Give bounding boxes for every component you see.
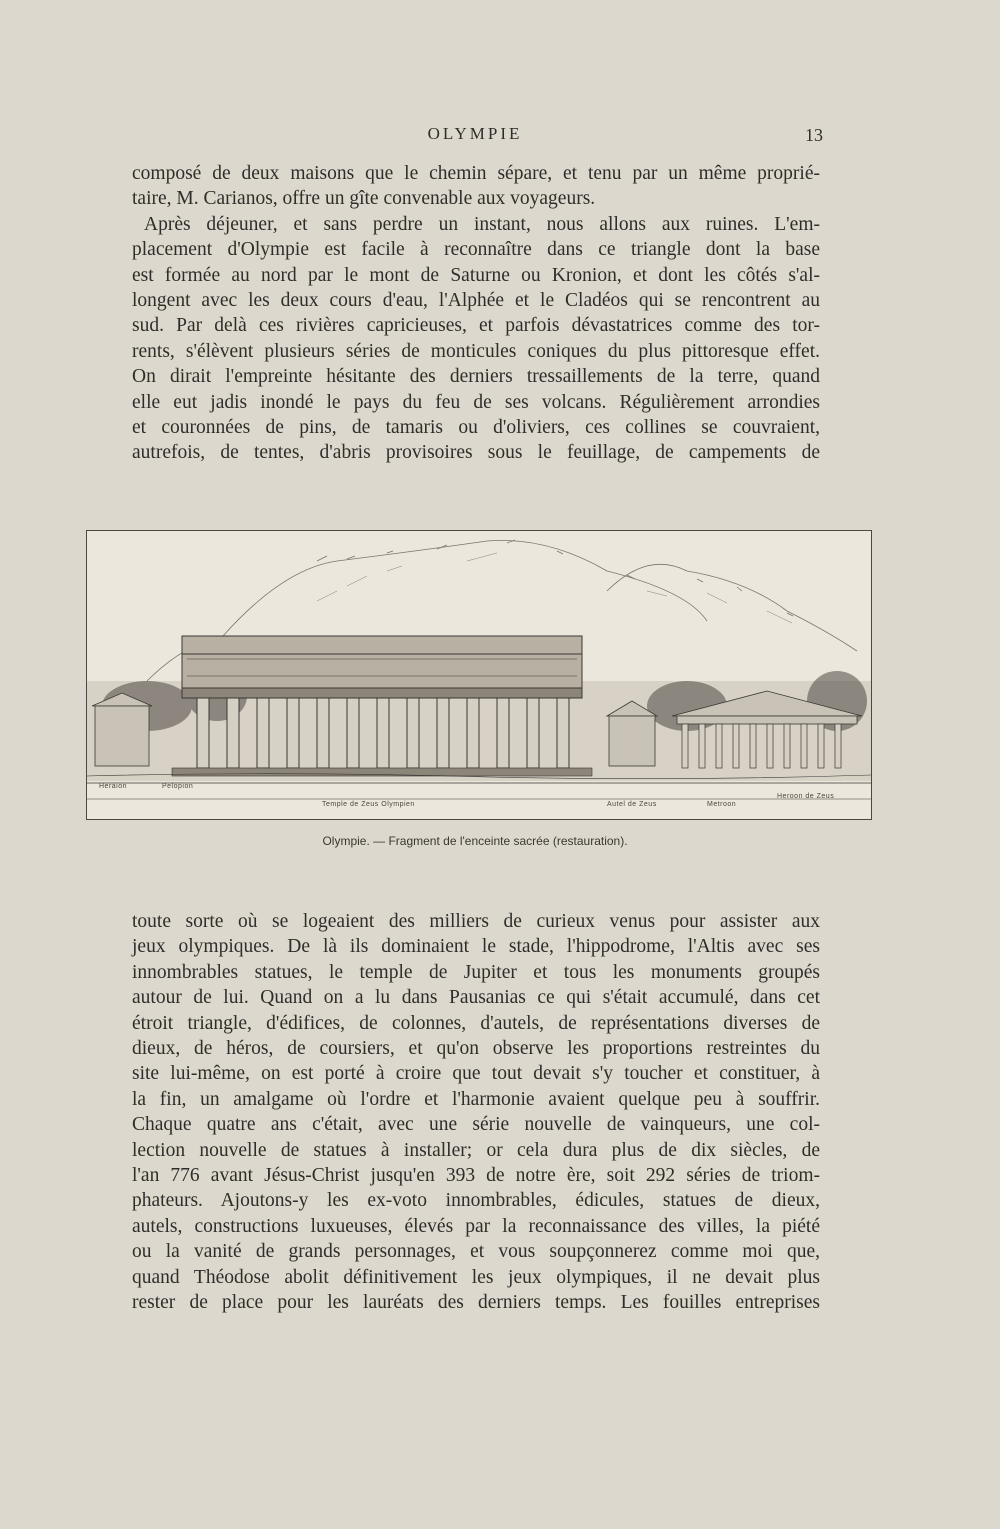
text-line: autour de lui. Quand on a lu dans Pausanias ce qui s'était accumulé, dans cet bbox=[132, 987, 820, 1009]
text-line: innombrables statues, le temple de Jupiter et tous les monuments groupés bbox=[132, 961, 820, 983]
text-line: placement d'Olympie est facile à reconnaître dans ce triangle dont la base bbox=[132, 239, 820, 261]
text-line: rents, s'élèvent plusieurs séries de monticules coniques du plus pittoresque effet. bbox=[132, 340, 820, 362]
text-line: rester de place pour les lauréats des derniers temps. Les fouilles entreprises bbox=[132, 1292, 820, 1314]
figure-label: Heraion bbox=[99, 783, 128, 790]
text-line: autrefois, de tentes, d'abris provisoires sous le feuillage, de campements de bbox=[132, 442, 820, 464]
figure-label: Autel de Zeus bbox=[607, 801, 657, 808]
text-line: jeux olympiques. De là ils dominaient le stade, l'hippodrome, l'Altis avec ses bbox=[132, 936, 820, 958]
text-line: lection nouvelle de statues à installer; or cela dura plus de dix siècles, de bbox=[132, 1139, 820, 1161]
running-head bbox=[130, 124, 823, 148]
running-title: OLYMPIE bbox=[427, 124, 523, 143]
text-line: la fin, un amalgame où l'ordre et l'harmonie avaient quelque peu à souffrir. bbox=[132, 1088, 820, 1110]
page-number: 13 bbox=[805, 125, 823, 145]
temple-engraving bbox=[87, 531, 871, 819]
text-line: sud. Par delà ces rivières capricieuses, et parfois dévastatrices comme des tor- bbox=[132, 315, 820, 337]
text-line: Après déjeuner, et sans perdre un instant, nous allons aux ruines. L'em- bbox=[144, 213, 820, 235]
text-block-top bbox=[132, 161, 820, 466]
figure-label: Metroon bbox=[707, 801, 737, 808]
text-line: quand Théodose abolit définitivement les jeux olympiques, il ne devait plus bbox=[132, 1266, 820, 1288]
engraving-illustration bbox=[86, 530, 872, 820]
figure-caption: Olympie. — Fragment de l'enceinte sacrée (restauration). bbox=[322, 834, 628, 848]
text-line: ou la vanité de grands personnages, et vous soupçonnerez comme moi que, bbox=[132, 1241, 820, 1263]
text-line: étroit triangle, d'édifices, de colonnes, d'autels, de représentations diverses de bbox=[132, 1012, 820, 1034]
text-line: Chaque quatre ans c'était, avec une série nouvelle de vainqueurs, une col- bbox=[132, 1114, 820, 1136]
text-line: autels, constructions luxueuses, élevés par la reconnaissance des villes, la piété bbox=[132, 1215, 820, 1237]
text-line: composé de deux maisons que le chemin sépare, et tenu par un même proprié- bbox=[132, 163, 820, 184]
text-line: longent avec les deux cours d'eau, l'Alphée et le Cladéos qui se rencontrent au bbox=[132, 290, 820, 312]
text-line: toute sorte où se logeaient des milliers de curieux venus pour assister aux bbox=[132, 911, 820, 932]
text-line: On dirait l'empreinte hésitante des derniers tressaillements de la terre, quand bbox=[132, 366, 820, 388]
text-line: dieux, de héros, de coursiers, et qu'on observe les proportions restreintes du bbox=[132, 1038, 820, 1060]
text-line: l'an 776 avant Jésus-Christ jusqu'en 393 de notre ère, soit 292 séries de triom- bbox=[132, 1165, 820, 1187]
text-line: phateurs. Ajoutons-y les ex-voto innombrables, édicules, statues de dieux, bbox=[132, 1190, 820, 1212]
figure-label: Heroon de Zeus bbox=[777, 793, 835, 800]
text-block-bottom bbox=[132, 909, 820, 1316]
text-line: site lui-même, on est porté à croire que tout devait s'y toucher et constituer, à bbox=[132, 1063, 820, 1085]
figure-label: Temple de Zeus Olympien bbox=[322, 801, 415, 808]
text-line: taire, M. Carianos, offre un gîte convenable aux voyageurs. bbox=[132, 188, 596, 210]
text-line: elle eut jadis inondé le pays du feu de ses volcans. Régulièrement arrondies bbox=[132, 391, 820, 413]
text-line: est formée au nord par le mont de Saturne ou Kronion, et dont les côtés s'al- bbox=[132, 264, 820, 286]
figure-label: Pelopion bbox=[162, 783, 194, 790]
text-line: et couronnées de pins, de tamaris ou d'oliviers, ces collines se couvraient, bbox=[132, 417, 820, 439]
